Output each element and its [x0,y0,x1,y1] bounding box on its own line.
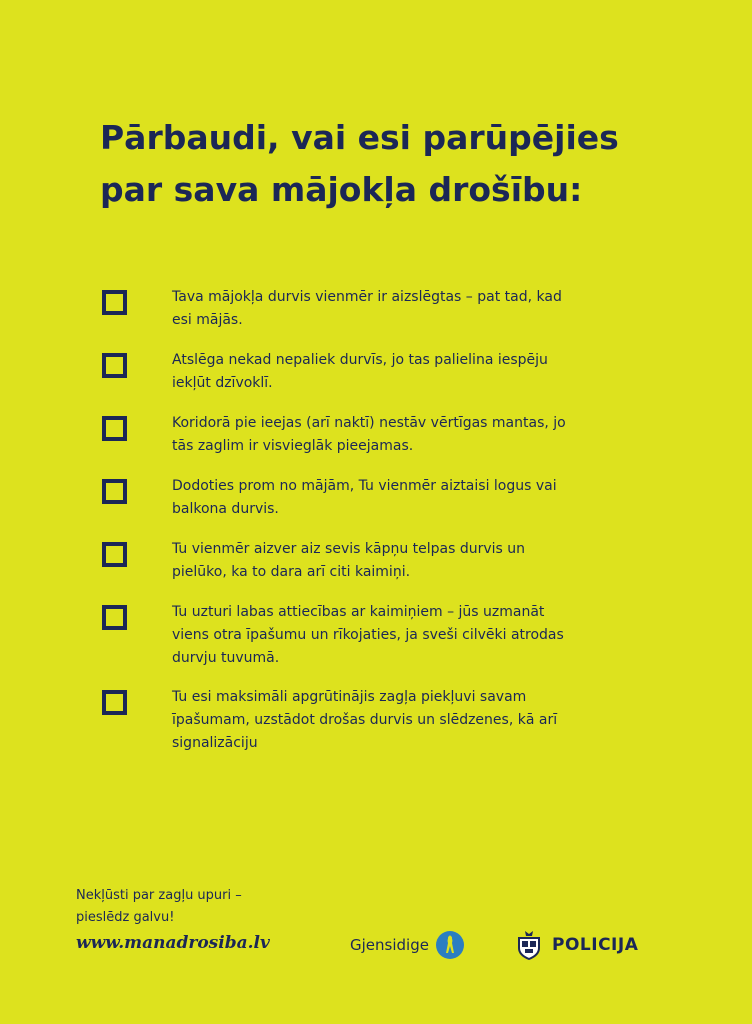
checkbox[interactable] [102,605,127,630]
checklist-item-text: Tu uzturi labas attiecības ar kaimiņiem – jūs uzmanāt viens otra īpašumu un rīkojaties, ja sveši cilvēki atrodas durvju tuvumā. [172,604,564,666]
policija-logo [516,930,638,960]
checkbox[interactable] [102,479,127,504]
title-line-1: Pārbaudi, vai esi parūpējies [100,118,619,157]
gjensidige-lion-icon [435,930,465,960]
policija-name: POLICIJA [552,935,639,955]
checkbox[interactable] [102,416,127,441]
website-link[interactable]: www.manadrosiba.lv [76,933,270,953]
slogan [76,885,242,929]
slogan-line-1: Nekļūsti par zagļu upuri – [76,888,242,903]
checklist-item-text: Dodoties prom no mājām, Tu vienmēr aiztaisi logus vai balkona durvis. [172,478,557,517]
slogan-line-2: pieslēdz galvu! [76,910,175,925]
checklist-item-text: Tava mājokļa durvis vienmēr ir aizslēgtas – pat tad, kad esi mājās. [172,289,562,328]
checklist-item-text: Tu esi maksimāli apgrūtinājis zagļa piekļuvi savam īpašumam, uzstādot drošas durvis un slēdzenes, kā arī signalizāciju [172,689,558,751]
checklist-item-text: Koridorā pie ieejas (arī naktī) nestāv vērtīgas mantas, jo tās zaglim ir visvieglāk pieejamas. [172,415,566,454]
checkbox[interactable] [102,690,127,715]
title-line-2: par sava mājokļa drošību: [100,170,583,209]
checklist-item-text: Tu vienmēr aizver aiz sevis kāpņu telpas durvis un pielūko, ka to dara arī citi kaimiņi. [172,541,526,580]
gjensidige-logo [350,930,465,960]
checklist-item-text: Atslēga nekad nepaliek durvīs, jo tas palielina iespēju iekļūt dzīvoklī. [172,352,548,391]
checkbox[interactable] [102,353,127,378]
police-crest-icon [516,930,542,960]
checkbox[interactable] [102,542,127,567]
checkbox[interactable] [102,290,127,315]
gjensidige-name: Gjensidige [350,936,429,954]
